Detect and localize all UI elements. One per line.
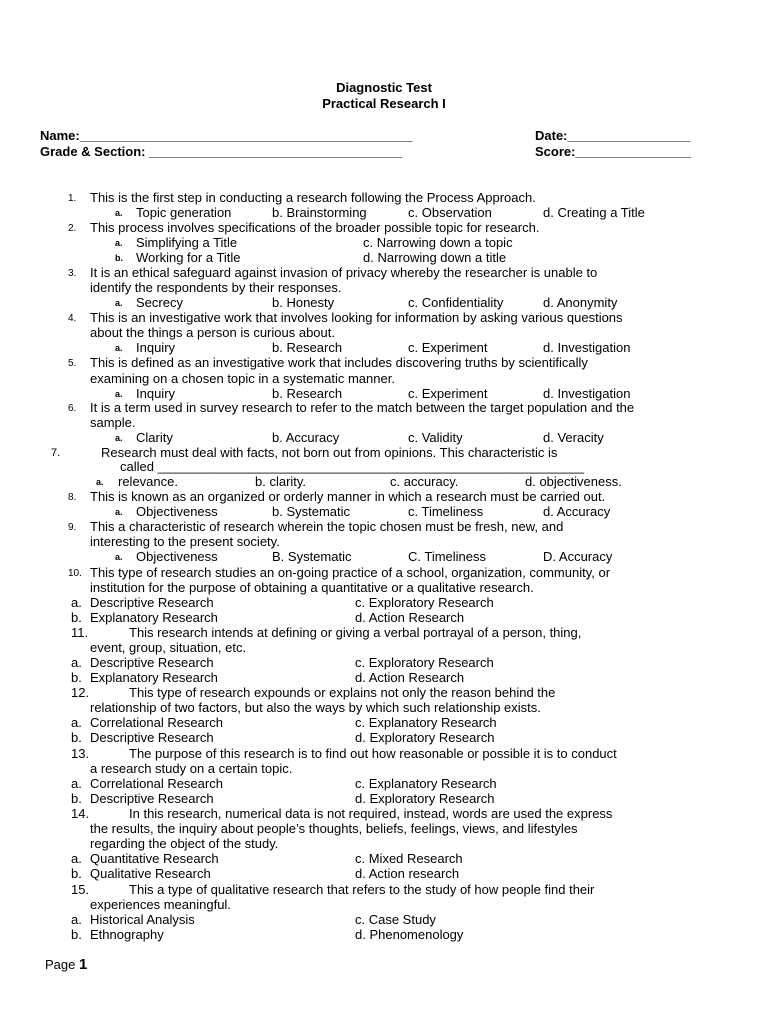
question-number: 2. [68,223,77,234]
option: Quantitative Research [90,851,219,866]
subject-title: Practical Research I [322,96,446,111]
option: Descriptive Research [90,791,214,806]
option-letter: a. [115,298,123,308]
option: c. Mixed Research [355,851,463,866]
name-field: Name:______________________________________________ [40,128,413,143]
option-letter: a. [71,595,82,610]
option: c. Explanatory Research [355,715,497,730]
option-letter: b. [115,253,123,263]
option: b. Research [272,386,343,401]
option: Descriptive Research [90,730,214,745]
score-field: Score:________________ [535,144,692,159]
question-text: experiences meaningful. [90,897,231,912]
question-text: This is known as an organized or orderly manner in which a research must be carried out. [90,489,606,504]
option: d. Investigation [543,340,631,355]
question-number: 8. [68,492,77,503]
option: b. Systematic [272,504,351,519]
option: c. Experiment [408,386,488,401]
option: d. Creating a Title [543,205,645,220]
option: c. Observation [408,205,492,220]
option: d. Anonymity [543,295,618,310]
question-number: 3. [68,268,77,279]
question-number: 15. [71,882,90,897]
question-text: This type of research studies an on-going practice of a school, organization, community, or [90,565,611,580]
option: D. Accuracy [543,549,613,564]
question-number: 7. [51,447,61,459]
option: d. Action research [355,866,460,881]
option: d. objectiveness. [525,474,622,489]
option: c. Confidentiality [408,295,504,310]
option-letter: a. [115,343,123,353]
question-text: In this research, numerical data is not required, instead, words are used the express [129,806,613,821]
option: Inquiry [136,340,176,355]
question-text: This is the first step in conducting a research following the Process Approach. [90,190,536,205]
option-letter: a. [71,851,82,866]
question-number: 11. [71,625,89,640]
question-text: regarding the object of the study. [90,836,279,851]
option: b. Accuracy [272,430,340,445]
question-number: 12. [71,685,90,700]
question-number: 13. [71,746,90,761]
question-text: This a characteristic of research wherein the topic chosen must be fresh, new, and [90,519,564,534]
page-number: 1 [79,956,88,973]
option-letter: a. [96,477,104,487]
question-number: 1. [68,193,77,204]
option: Correlational Research [90,715,223,730]
option-letter: a. [71,776,82,791]
question-text: event, group, situation, etc. [90,640,247,655]
option: b. Research [272,340,343,355]
option: Explanatory Research [90,670,218,685]
option-letter: a. [71,715,82,730]
question-text: institution for the purpose of obtaining a quantitative or a qualitative research. [90,580,534,595]
question-text: This a type of qualitative research that refers to the study of how people find their [129,882,595,897]
option: Explanatory Research [90,610,218,625]
option: Simplifying a Title [136,235,238,250]
option-letter: a. [115,208,123,218]
option: d. Exploratory Research [355,730,495,745]
option-letter: a. [115,552,123,562]
page-label: Page [45,957,76,972]
question-text: about the things a person is curious about. [90,325,335,340]
question-number: 4. [68,313,77,324]
question-number: 9. [68,522,77,533]
test-title: Diagnostic Test [336,80,432,95]
question-number: 14. [71,806,90,821]
question-text: This type of research expounds or explains not only the reason behind the [129,685,556,700]
question-text: relationship of two factors, but also the ways by which such relationship exists. [90,700,541,715]
question-text: sample. [90,415,136,430]
option: c. Timeliness [408,504,484,519]
option: Historical Analysis [90,912,195,927]
option: B. Systematic [272,549,352,564]
question-text: identify the respondents by their responses. [90,280,342,295]
question-text: This is defined as an investigative work that includes discovering truths by scientifically [90,355,588,370]
option: c. Case Study [355,912,436,927]
option: Inquiry [136,386,176,401]
option: Ethnography [90,927,164,942]
option: Clarity [136,430,173,445]
option: b. Brainstorming [272,205,367,220]
question-text: Research must deal with facts, not born out from opinions. This characteristic is [101,445,558,460]
option-letter: a. [115,507,123,517]
option-letter: b. [71,610,82,625]
option-letter: b. [71,927,82,942]
option: relevance. [118,474,178,489]
option: d. Investigation [543,386,631,401]
option: d. Exploratory Research [355,791,495,806]
option-letter: b. [71,730,82,745]
question-text: The purpose of this research is to find out how reasonable or possible it is to conduct [129,746,617,761]
option: Objectiveness [136,504,218,519]
option: Topic generation [136,205,232,220]
question-text: called ___________________________________________________________ [120,459,585,474]
option-letter: a. [71,912,82,927]
option: d. Narrowing down a title [363,250,507,265]
option: c. Exploratory Research [355,595,494,610]
option: d. Action Research [355,610,465,625]
question-text: This process involves specifications of the broader possible topic for research. [90,220,540,235]
option-letter: b. [71,791,82,806]
question-number: 6. [68,403,77,414]
option: d. Accuracy [543,504,611,519]
question-text: This is an investigative work that involves looking for information by asking various questions [90,310,623,325]
option-letter: a. [115,238,123,248]
question-text: It is an ethical safeguard against invasion of privacy whereby the researcher is unable to [90,265,598,280]
option: d. Phenomenology [355,927,464,942]
date-field: Date:_________________ [535,128,691,143]
option-letter: b. [71,670,82,685]
option: Objectiveness [136,549,218,564]
option-letter: a. [71,655,82,670]
grade-section-field: Grade & Section: ___________________________________ [40,144,403,159]
option: c. Explanatory Research [355,776,497,791]
question-text: It is a term used in survey research to refer to the match between the target population and the [90,400,635,415]
option: Working for a Title [136,250,241,265]
option: Correlational Research [90,776,223,791]
option: Qualitative Research [90,866,211,881]
option: Descriptive Research [90,595,214,610]
option: d. Veracity [543,430,604,445]
option: b. clarity. [255,474,307,489]
option-letter: b. [71,866,82,881]
question-text: the results, the inquiry about people’s thoughts, beliefs, feelings, views, and lifestyles [90,821,578,836]
option-letter: a. [115,389,123,399]
question-number: 5. [68,358,77,369]
option: d. Action Research [355,670,465,685]
question-number: 10. [68,568,82,579]
option: Secrecy [136,295,183,310]
question-text: interesting to the present society. [90,534,280,549]
option: Descriptive Research [90,655,214,670]
page-footer [45,956,87,973]
option-letter: a. [115,433,123,443]
question-text: This research intends at defining or giving a verbal portrayal of a person, thing, [129,625,582,640]
option: b. Honesty [272,295,335,310]
question-text: examining on a chosen topic in a systematic manner. [90,371,395,386]
option: c. Experiment [408,340,488,355]
option: c. Validity [408,430,463,445]
option: C. Timeliness [408,549,487,564]
question-text: a research study on a certain topic. [90,761,293,776]
option: c. Narrowing down a topic [363,235,513,250]
option: c. Exploratory Research [355,655,494,670]
option: c. accuracy. [390,474,459,489]
